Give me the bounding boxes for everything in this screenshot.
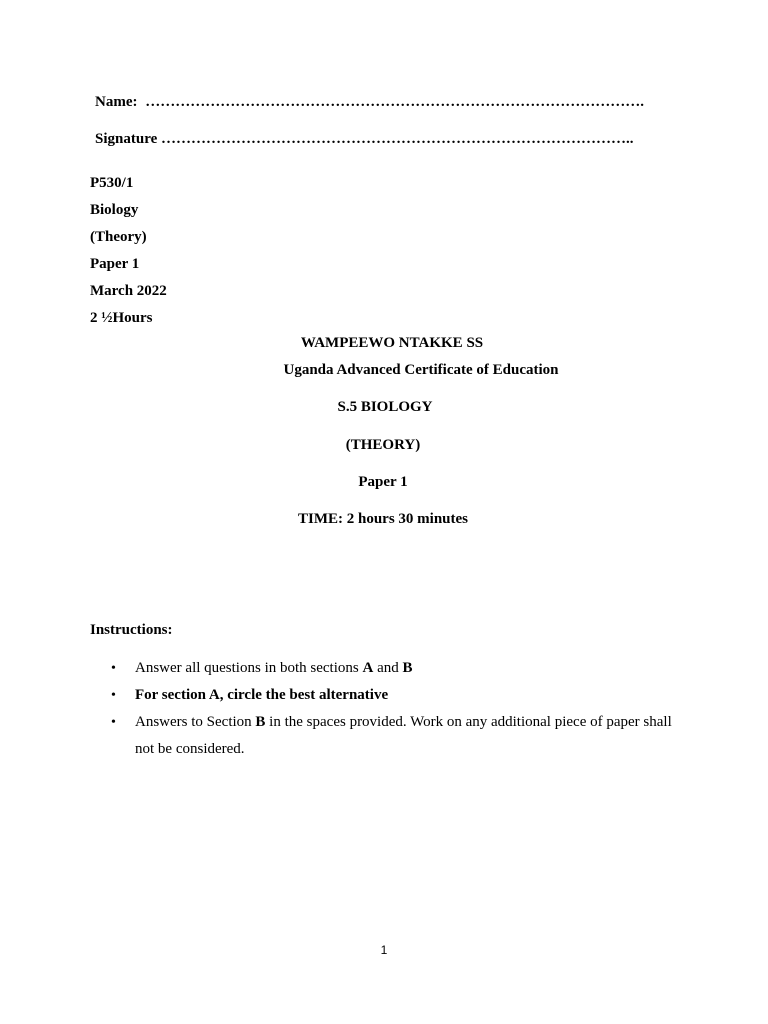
- instruction-text: and: [373, 660, 403, 676]
- theory-title: (THEORY): [345, 437, 421, 453]
- name-line: [95, 93, 644, 111]
- instruction-item: [111, 655, 735, 682]
- section-a-label: A: [362, 660, 374, 676]
- paper-code: P530/1: [90, 175, 134, 191]
- signature-dots: …………………………………………………………………………………..: [160, 131, 634, 147]
- paper-duration: 2 ½Hours: [90, 310, 153, 326]
- school-name: WAMPEEWO NTAKKE SS: [300, 335, 484, 351]
- section-b-label: B: [402, 660, 413, 676]
- instructions-list: [90, 655, 735, 763]
- instruction-text: Answer all questions in both sections: [135, 660, 363, 676]
- instruction-item: [111, 709, 680, 763]
- instruction-item: [111, 682, 735, 709]
- instruction-text: Answers to Section: [135, 714, 256, 730]
- paper-subject: Biology: [90, 202, 139, 218]
- paper-number: Paper 1: [90, 256, 140, 272]
- bullet-icon: •: [111, 688, 116, 703]
- course-title: S.5 BIOLOGY: [337, 399, 433, 415]
- certificate-title: Uganda Advanced Certificate of Education: [283, 362, 559, 378]
- instruction-text: in the spaces provided. Work on any additional piece of paper shall not be considered.: [135, 714, 672, 757]
- instruction-text: For section A, circle the best alternative: [135, 687, 389, 703]
- time-allowed: TIME: 2 hours 30 minutes: [297, 511, 469, 527]
- paper-date: March 2022: [90, 283, 167, 299]
- signature-label: Signature: [95, 131, 158, 147]
- signature-line: [95, 130, 633, 148]
- name-label: Name:: [95, 94, 138, 110]
- paper-type: (Theory): [90, 229, 147, 245]
- page-number: 1: [380, 943, 388, 957]
- paper-title: Paper 1: [358, 474, 408, 490]
- section-b-label: B: [255, 714, 266, 730]
- name-dots: ……………………………………………………………………………………….: [145, 94, 644, 110]
- bullet-icon: •: [111, 661, 116, 676]
- instructions-heading: Instructions:: [90, 622, 173, 638]
- bullet-icon: •: [111, 715, 116, 730]
